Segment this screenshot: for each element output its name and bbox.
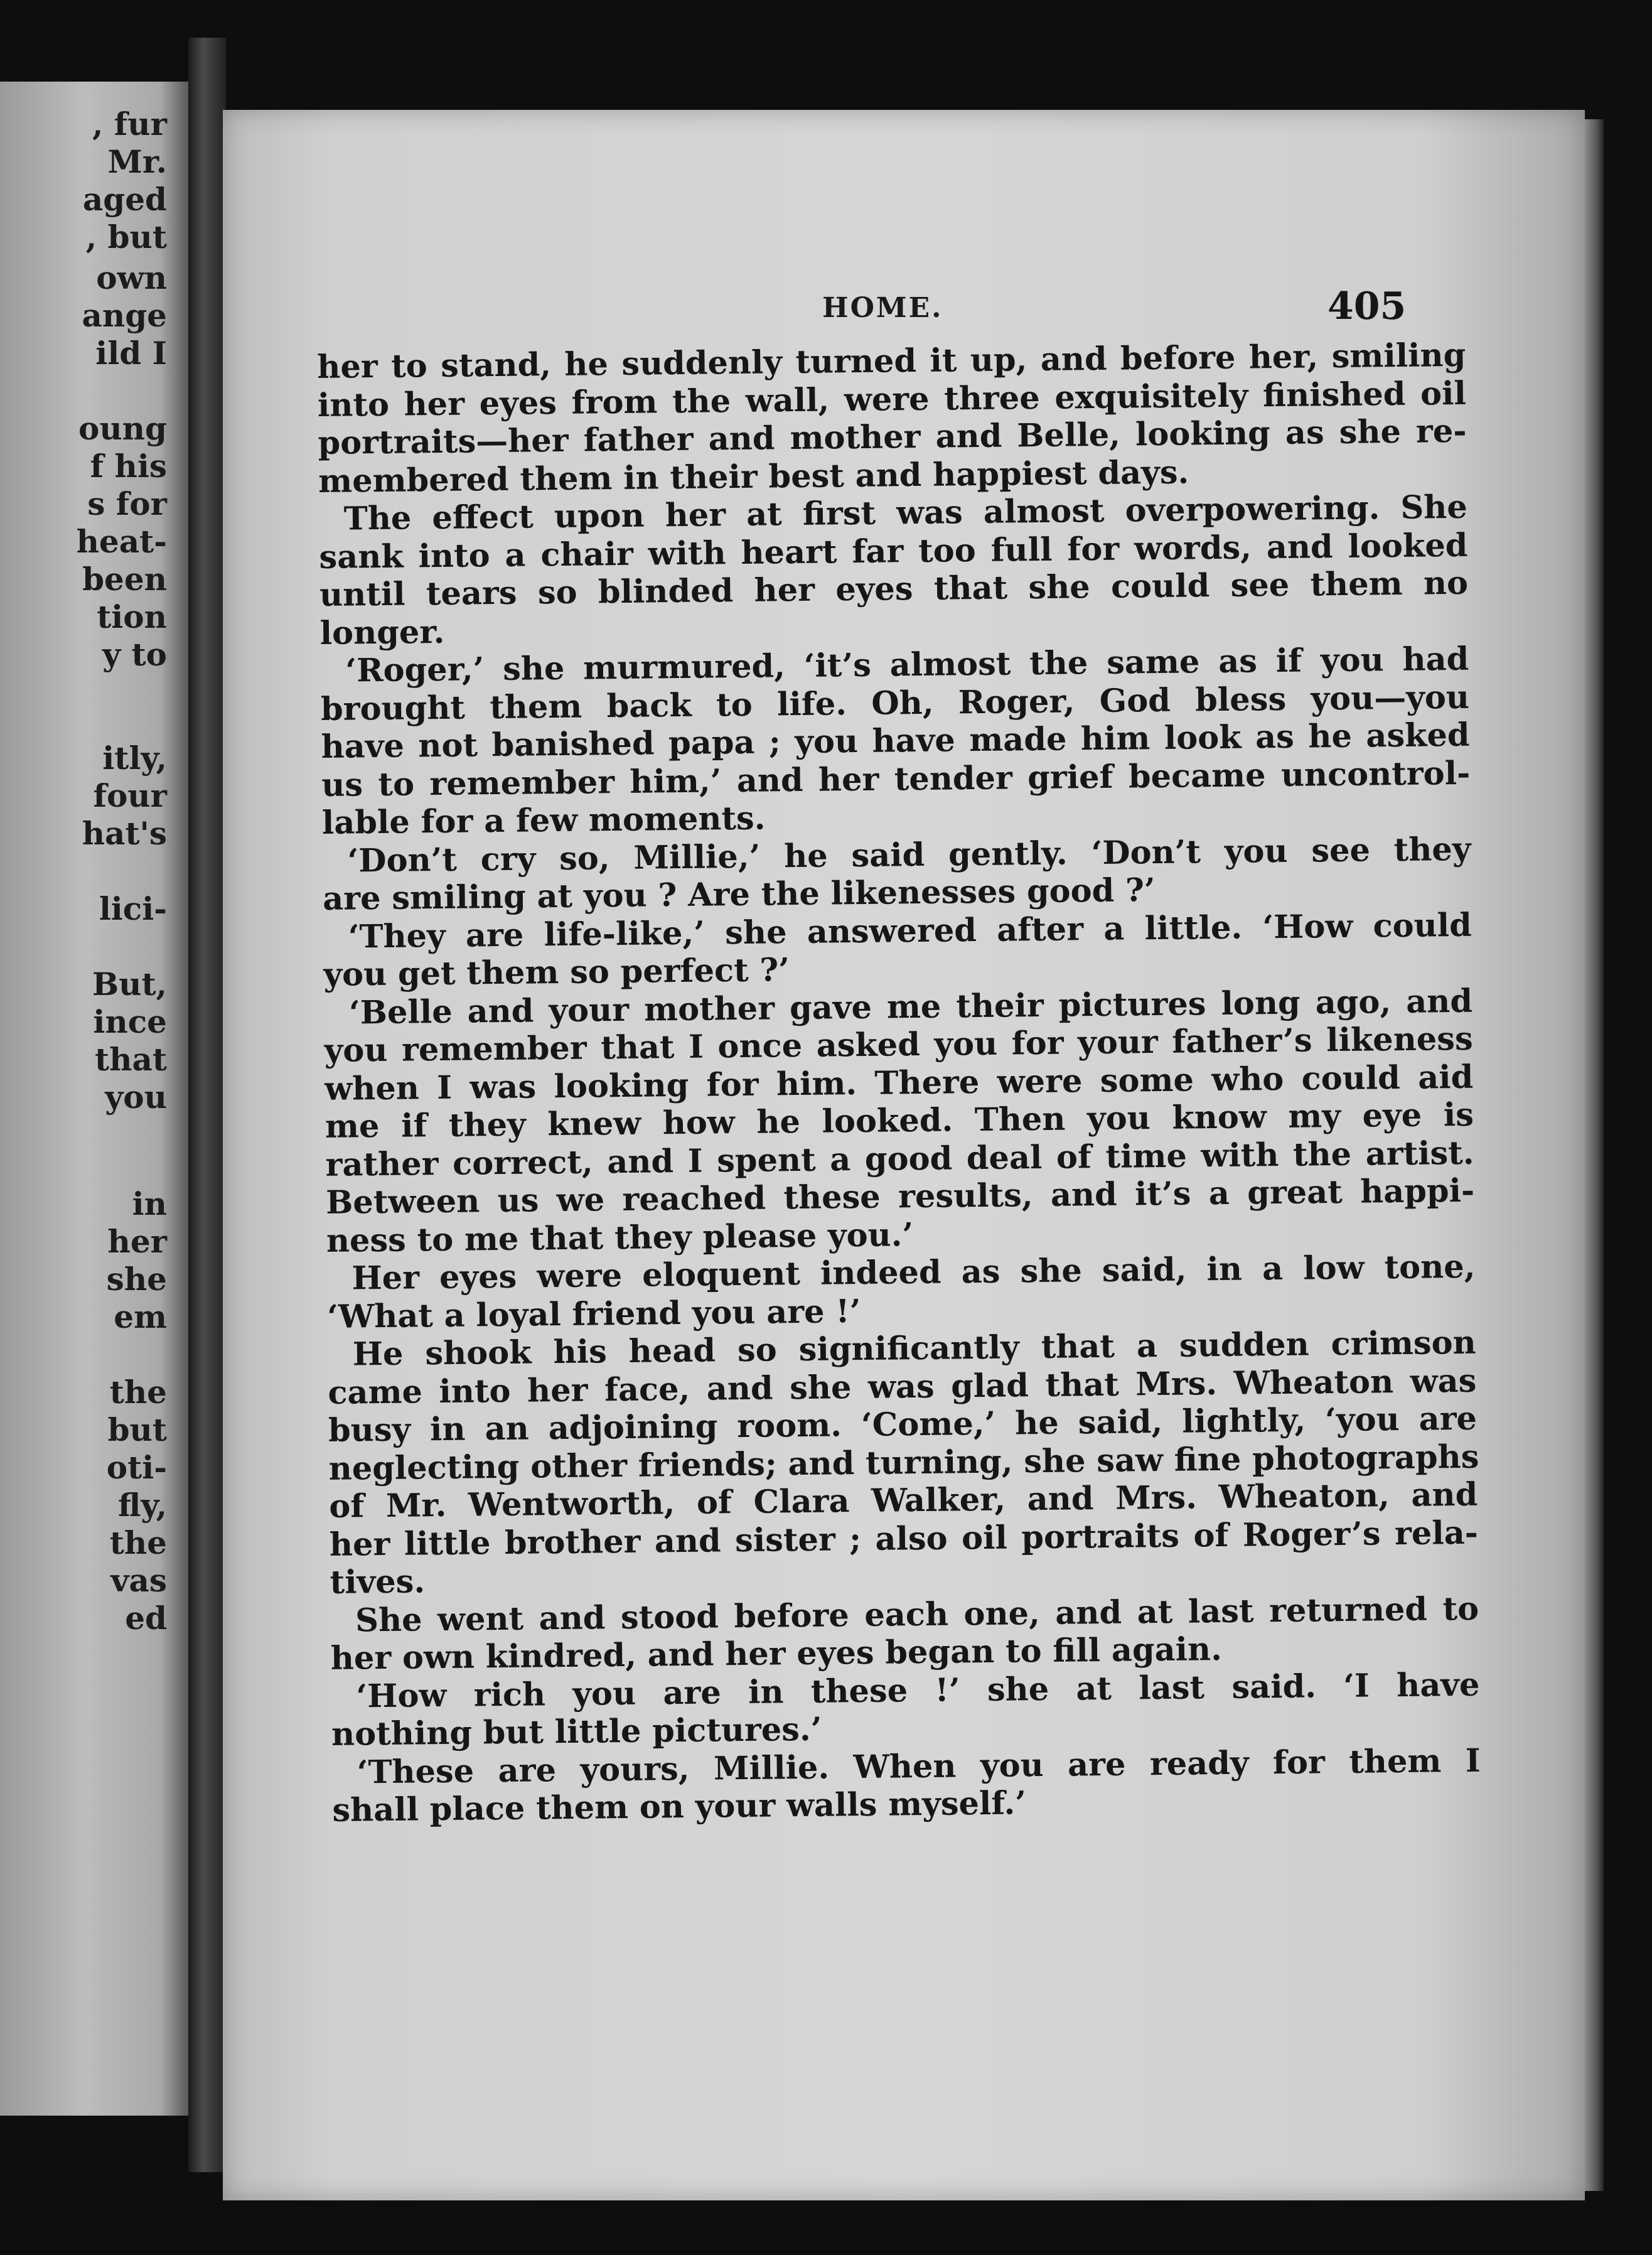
text-line: me if they knew how he looked. Then you know my eye is xyxy=(324,1095,1474,1146)
text-line: ‘Don’t cry so, Millie,’ he said gently. ‘Don’t you see they xyxy=(347,830,1471,880)
left-page-fragment: own xyxy=(96,259,167,296)
left-page-fragment: four xyxy=(93,777,167,814)
text-line: shall place them on your walls myself.’ xyxy=(332,1784,1027,1829)
left-page-fragment: heat- xyxy=(76,523,167,560)
left-page-fragment: you xyxy=(105,1079,167,1116)
text-line: her little brother and sister ; also oil portraits of Roger’s rela- xyxy=(329,1514,1479,1564)
left-page-fragment: she xyxy=(106,1261,167,1298)
body-text xyxy=(317,336,1481,1830)
text-line: into her eyes from the wall, were three exquisitely finished oil xyxy=(317,374,1467,424)
left-page-fragment: the xyxy=(109,1524,167,1561)
text-line: membered them in their best and happiest days. xyxy=(318,453,1189,500)
text-line: ‘Roger,’ she murmured, ‘it’s almost the same as if you had xyxy=(345,640,1469,690)
page-header xyxy=(223,284,1585,342)
left-page-fragment: y to xyxy=(102,636,167,673)
text-line: us to remember him,’ and her tender grief became uncontrol- xyxy=(321,754,1471,804)
left-page-fragment: oti- xyxy=(106,1449,167,1486)
left-page-fragment: ed xyxy=(125,1600,167,1637)
running-head: HOME. xyxy=(822,292,943,324)
left-page-fragment: hat's xyxy=(82,815,167,852)
text-line: He shook his head so significantly that a sudden crimson xyxy=(352,1323,1476,1374)
page-edge xyxy=(1585,119,1604,2191)
text-line: busy in an adjoining room. ‘Come,’ he said, lightly, ‘you are xyxy=(328,1399,1478,1450)
text-line: tives. xyxy=(330,1563,426,1601)
left-page-fragment: lici- xyxy=(99,890,167,927)
left-page-fragment: that xyxy=(95,1041,167,1078)
text-line: of Mr. Wentworth, of Clara Walker, and Mrs. Wheaton, and xyxy=(329,1475,1478,1526)
text-line: her to stand, he suddenly turned it up, and before her, smiling xyxy=(317,336,1466,386)
text-line: have not banished papa ; you have made him look as he asked xyxy=(321,716,1470,766)
left-page-fragment: , but xyxy=(85,218,167,256)
left-page-fragment: Mr. xyxy=(107,143,167,180)
text-line: brought them back to life. Oh, Roger, God bless you—you xyxy=(320,678,1470,728)
text-line: The effect upon her at first was almost overpowering. She xyxy=(343,488,1468,538)
text-line: ‘These are yours, Millie. When you are ready for them I xyxy=(357,1741,1481,1791)
text-line: when I was looking for him. There were some who could aid xyxy=(324,1058,1474,1108)
left-page-fragment: , fur xyxy=(92,105,167,143)
left-page-fragment: oung xyxy=(78,410,167,447)
text-line: rather correct, and I spent a good deal of time with the artist. xyxy=(325,1134,1474,1184)
text-line: you remember that I once asked you for your father’s likeness xyxy=(324,1020,1473,1070)
text-line: until tears so blinded her eyes that she could see them no xyxy=(319,564,1469,614)
text-line: came into her face, and she was glad that Mrs. Wheaton was xyxy=(328,1362,1477,1412)
left-page-fragment: but xyxy=(107,1411,167,1448)
text-line: ‘What a loyal friend you are !’ xyxy=(326,1292,861,1336)
text-line: ‘They are life-like,’ she answered after a little. ‘How could xyxy=(348,906,1472,956)
left-page-fragment: aged xyxy=(82,181,167,218)
left-page-fragment: f his xyxy=(90,448,167,485)
text-line: are smiling at you ? Are the likenesses good ?’ xyxy=(322,871,1156,918)
text-line: ness to me that they please you.’ xyxy=(326,1215,914,1260)
text-line: you get them so perfect ?’ xyxy=(323,951,790,994)
book-gutter xyxy=(188,38,226,2172)
left-page-fragment: her xyxy=(107,1223,167,1260)
text-line: portraits—her father and mother and Belle, looking as she re- xyxy=(318,412,1467,462)
left-page-fragment: ange xyxy=(82,297,167,334)
text-line: her own kindred, and her eyes began to fill again. xyxy=(330,1630,1223,1677)
text-line: ‘How rich you are in these !’ she at last said. ‘I have xyxy=(356,1666,1480,1715)
left-page-fragment: the xyxy=(109,1374,167,1411)
left-page-fragment: s for xyxy=(87,485,167,522)
left-page-fragment: been xyxy=(82,561,167,598)
text-line: longer. xyxy=(319,613,445,652)
left-page-fragment: ild I xyxy=(95,335,167,372)
left-page xyxy=(0,82,188,2116)
text-line: Her eyes were eloquent indeed as she said, in a low tone, xyxy=(351,1247,1476,1298)
text-line: ‘Belle and your mother gave me their pictures long ago, and xyxy=(348,982,1473,1032)
left-page-fragment: itly, xyxy=(102,740,167,777)
left-page-fragment: in xyxy=(132,1185,167,1222)
left-page-fragment: tion xyxy=(97,598,167,635)
text-line: lable for a few moments. xyxy=(321,799,766,842)
left-page-fragment: em xyxy=(114,1298,167,1335)
left-page-fragment: fly, xyxy=(117,1487,167,1524)
left-page-fragment: vas xyxy=(110,1562,167,1599)
text-line: Between us we reached these results, and it’s a great happi- xyxy=(325,1171,1475,1222)
text-line: sank into a chair with heart far too full for words, and looked xyxy=(319,526,1468,576)
left-page-fragment: ince xyxy=(93,1003,167,1040)
left-page-fragment: But, xyxy=(92,966,167,1003)
book-page xyxy=(223,110,1585,2200)
text-line: nothing but little pictures.’ xyxy=(331,1710,822,1753)
text-line: neglecting other friends; and turning, she saw fine photographs xyxy=(328,1438,1479,1488)
page-number: 405 xyxy=(1328,284,1407,328)
text-line: She went and stood before each one, and at last returned to xyxy=(355,1590,1479,1639)
